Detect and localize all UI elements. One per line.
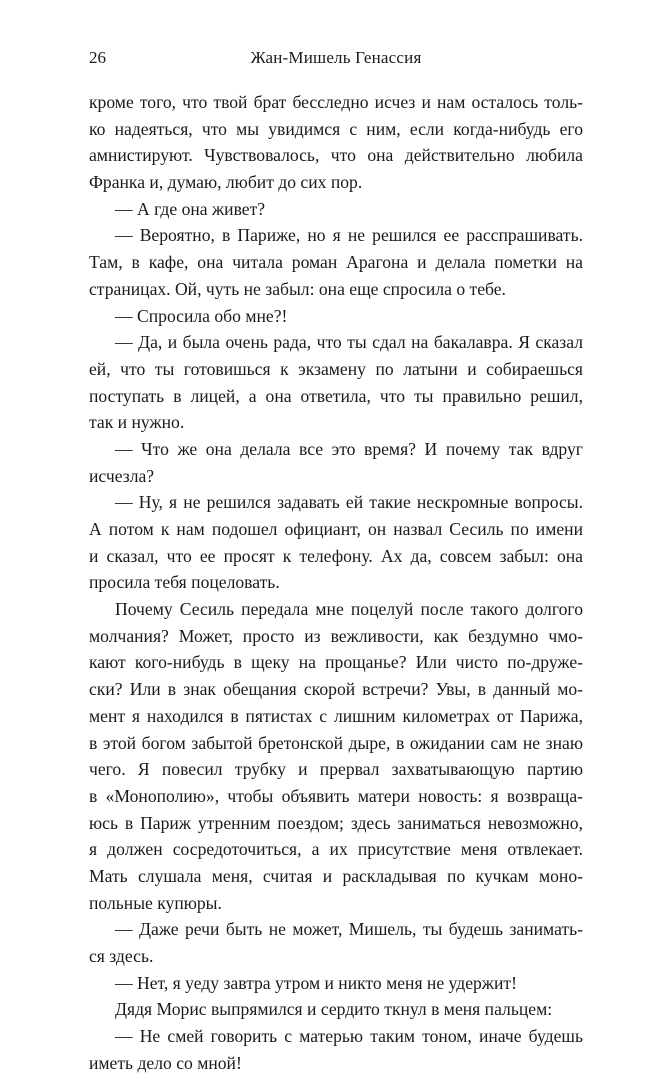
text-line: — Спросила обо мне?! — [115, 305, 288, 326]
text-line: — Даже речи быть не может, Мишель, ты будешь занимать- — [115, 919, 583, 940]
text-line: — Нет, я уеду завтра утром и никто меня не удержит! — [115, 972, 517, 993]
page-header — [89, 46, 583, 70]
text-line: кроме того, что твой брат бесследно исчез и нам осталось толь- — [89, 92, 583, 112]
text-line: Мать слушала меня, считая и раскладывая по кучкам моно- — [89, 865, 583, 886]
text-line: молчания? Может, просто из вежливости, как бездумно чмо- — [89, 625, 583, 646]
text-line: так и нужно. — [89, 412, 185, 433]
text-line: А потом к нам подошел официант, он назвал Сесиль по имени — [89, 519, 583, 539]
text-line: иметь дело со мной! — [89, 1052, 242, 1073]
text-line: чего. Я повесил трубку и прервал захватывающую партию — [89, 759, 583, 780]
text-line: ей, что ты готовишься к экзамену по латыни и собираешься — [89, 358, 583, 379]
page-number: 26 — [89, 48, 106, 67]
running-head: Жан-Мишель Генассия — [250, 48, 422, 67]
text-line: ся здесь. — [89, 946, 154, 966]
text-line: польные купюры. — [89, 892, 222, 913]
text-line: Дядя Морис выпрямился и сердито ткнул в меня пальцем: — [115, 999, 553, 1020]
text-line: Франка и, думаю, любит до сих пор. — [89, 172, 363, 193]
text-line: — А где она живет? — [115, 198, 266, 219]
text-line: страницах. Ой, чуть не забыл: она еще спросила о тебе. — [89, 278, 506, 299]
text-line: в «Монополию», чтобы объявить матери новость: я возвраща- — [89, 785, 583, 806]
text-line: я должен сосредоточиться, а их присутствие меня отвлекает. — [89, 839, 583, 860]
text-line: — Вероятно, в Париже, но я не решился ее расспрашивать. — [115, 225, 583, 246]
text-line: Почему Сесиль передала мне поцелуй после такого долгого — [115, 599, 583, 620]
body-text — [89, 89, 583, 1076]
text-line: юсь в Париж утренним поездом; здесь заниматься невозможно, — [89, 812, 583, 833]
text-line: исчезла? — [89, 465, 155, 486]
text-line: в этой богом забытой бретонской дыре, в ожидании сам не знаю — [89, 732, 583, 753]
text-line: ко надеяться, что мы увидимся с ним, если когда-нибудь его — [89, 118, 583, 139]
text-line: и сказал, что ее просят к телефону. Ах да, совсем забыл: она — [89, 545, 583, 566]
text-line: поступать в лицей, а она ответила, что ты правильно решил, — [89, 385, 583, 406]
text-line: просила тебя поцеловать. — [89, 572, 280, 593]
text-line: Там, в кафе, она читала роман Арагона и делала пометки на — [89, 252, 583, 273]
text-line: мент я находился в пятистах с лишним километрах от Парижа, — [89, 705, 583, 726]
text-line: — Не смей говорить с матерью таким тоном, иначе будешь — [115, 1026, 583, 1047]
text-line: кают кого-нибудь в щеку на прощанье? Или чисто по-друже- — [89, 652, 583, 673]
text-line: ски? Или в знак обещания скорой встречи? Увы, в данный мо- — [89, 679, 583, 700]
text-line: — Ну, я не решился задавать ей такие нескромные вопросы. — [115, 492, 583, 513]
text-line: — Да, и была очень рада, что ты сдал на бакалавра. Я сказал — [115, 332, 583, 353]
text-line: амнистируют. Чувствовалось, что она действительно любила — [89, 145, 583, 166]
text-line: — Что же она делала все это время? И почему так вдруг — [115, 438, 583, 459]
